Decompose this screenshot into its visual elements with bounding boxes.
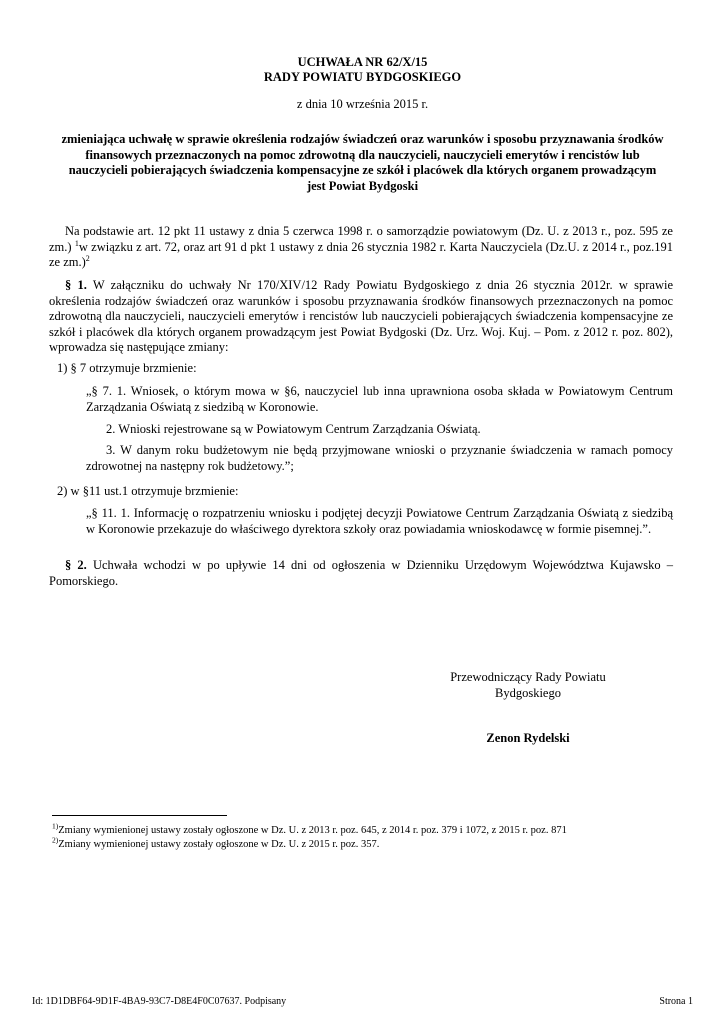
footnote-2	[52, 835, 692, 852]
quote-paragraph: 2. Wnioski rejestrowane są w Powiatowym Centrum Zarządzania Oświatą.	[106, 422, 481, 436]
resolution-subject: zmieniająca uchwałę w sprawie określenia rodzajów świadczeń oraz warunków i sposobu przyznawania środków finansowych przeznaczonych na pomoc zdrowotną dla nauczycieli, nauczycieli emerytów i rencistów lub nauczycieli pobierających świadczenia kompensacyjne ze szkół i placówek dla których organem prowadzącym jest Powiat Bydgoski	[61, 132, 664, 193]
document-id: Id: 1D1DBF64-9D1F-4BA9-93C7-D8E4F0C07637. Podpisany	[32, 996, 287, 1007]
resolution-date: z dnia 10 września 2015 r.	[296, 97, 429, 111]
section-1-text: W załączniku do uchwały Nr 170/XIV/12 Rady Powiatu Bydgoskiego z dnia 26 stycznia 2012r. w sprawie określenia rodzajów świadczeń oraz warunków i sposobu przyznawania środków finansowych przeznaczonych na pomoc zdrowotną dla nauczycieli, nauczycieli emerytów i rencistów lub nauczycieli pobierających świadczenia kompensacyjne ze szkół i placówek dla których organem prowadzącym jest Powiat Bydgoski (Dz. Urz. Woj. Kuj. – Pom. z 2012 r. poz. 802), wprowadza się następujące zmiany:	[49, 278, 674, 355]
signature-title-line1: Przewodniczący Rady Powiatu	[450, 670, 606, 684]
page-number: Strona 1	[659, 996, 693, 1007]
quote-paragraph: 3. W danym roku budżetowym nie będą przyjmowane wnioski o przyznanie świadczenia w ramach pomocy zdrowotnej na następny rok budżetowy.”;	[86, 443, 673, 473]
quote-paragraph: „§ 7. 1. Wniosek, o którym mowa w §6, nauczyciel lub inna uprawniona osoba składa w Powiatowym Centrum Zarządzania Oświatą z siedzibą w Koronowie.	[86, 384, 673, 414]
section-1-label: § 1.	[65, 278, 87, 292]
footnote-1	[52, 821, 692, 838]
item-1-quote-2	[86, 422, 673, 438]
quote-paragraph: „§ 11. 1. Informację o rozpatrzeniu wniosku i podjętej decyzji Powiatowe Centrum Zarządzania Oświatą z siedzibą w Koronowie przekazuje do właściwego dyrektora szkoły oraz powiadamia wnioskodawcę w formie pisemnej.”.	[86, 506, 673, 536]
footnotes	[52, 821, 692, 852]
preamble	[49, 224, 673, 271]
item-2-quote-1	[86, 506, 673, 537]
signature-title-line2: Bydgoskiego	[495, 686, 561, 700]
section-2-label: § 2.	[65, 558, 87, 572]
item-1-lead: 1) § 7 otrzymuje brzmienie:	[57, 361, 197, 375]
section-2	[49, 558, 673, 589]
item-1-quote-3	[86, 443, 673, 474]
footnote-2-text: Zmiany wymienionej ustawy zostały ogłoszone w Dz. U. z 2015 r. poz. 357.	[58, 839, 380, 850]
footnote-ref-2: 2	[85, 254, 90, 264]
footnote-separator	[52, 815, 227, 816]
signer-name: Zenon Rydelski	[486, 731, 570, 745]
issuing-body: RADY POWIATU BYDGOSKIEGO	[263, 70, 462, 84]
preamble-part2: w związku z art. 72, oraz art 91 d pkt 1 ustawy z dnia 26 stycznia 1982 r. Karta Nauczyciela (Dz.U. z 2014 r., poz.191 ze zm.)	[49, 239, 673, 270]
item-1-quote-1	[86, 384, 673, 415]
footnote-1-text: Zmiany wymienionej ustawy zostały ogłoszone w Dz. U. z 2013 r. poz. 645, z 2014 r. poz. 379 i 1072, z 2015 r. poz. 871	[58, 825, 567, 836]
preamble-part1: Na podstawie art. 12 pkt 11 ustawy z dnia 5 czerwca 1998 r. o samorządzie powiatowym (Dz. U. z 2013 r., poz. 595 ze zm.)	[49, 224, 673, 254]
footnote-1-number: 1)	[52, 821, 59, 831]
resolution-number: UCHWAŁA NR 62/X/15	[297, 55, 428, 69]
section-2-text: Uchwała wchodzi w po upływie 14 dni od ogłoszenia w Dzienniku Urzędowym Województwa Kujawsko – Pomorskiego.	[49, 558, 674, 588]
footnote-2-number: 2)	[52, 835, 59, 845]
footnote-ref-1: 1	[74, 238, 79, 248]
section-1	[49, 278, 673, 356]
item-2-lead: 2) w §11 ust.1 otrzymuje brzmienie:	[57, 484, 239, 498]
